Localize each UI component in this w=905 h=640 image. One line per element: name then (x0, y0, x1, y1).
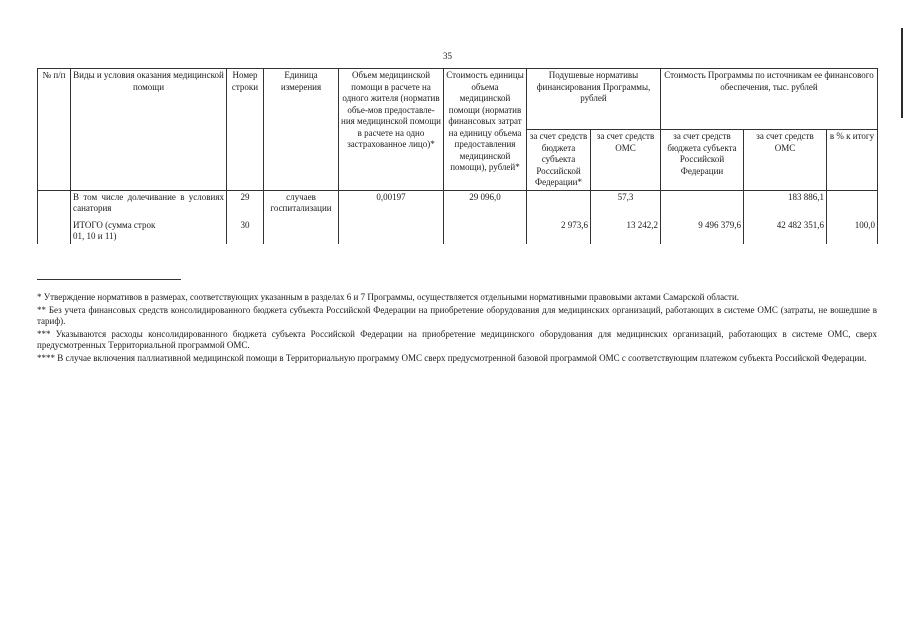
cell-pc-oms: 57,3 (591, 190, 661, 216)
footnote-divider (37, 279, 181, 280)
cell-pct: 100,0 (827, 216, 878, 244)
cell-volume: 0,00197 (339, 190, 444, 216)
header-num: № п/п (38, 69, 71, 191)
cell-src-budget: 9 496 379,6 (661, 216, 744, 244)
footnote-1: * Утверждение нормативов в размерах, соответствующих указанным в разделах 6 и 7 Программы, осуществляется отдельными нормативными правовыми актами Самарской области. (37, 292, 740, 302)
cell-num (38, 190, 71, 216)
cell-row: 29 (227, 190, 264, 216)
page-number: 35 (443, 51, 452, 61)
header-src-oms: за счет средств ОМС (744, 130, 827, 191)
cell-num (38, 216, 71, 244)
cell-src-oms: 42 482 351,6 (744, 216, 827, 244)
header-src-pct: в % к итогу (827, 130, 878, 191)
cell-unit (264, 216, 339, 244)
header-src-budget: за счет средств бюджета субъекта Российской Федерации (661, 130, 744, 191)
header-pc-oms: за счет средств ОМС (591, 130, 661, 191)
header-row-number: Номер строки (227, 69, 264, 191)
header-cost: Стоимость единицы объема медицинской помощи (норматив финансовых затрат на единицу объема предоставления медицинской помощи), рублей* (444, 69, 527, 191)
cell-unit: случаев госпитализации (264, 190, 339, 216)
cell-src-oms: 183 886,1 (744, 190, 827, 216)
table-row (38, 190, 878, 216)
header-unit: Единица измерения (264, 69, 339, 191)
cell-pc-budget (527, 190, 591, 216)
footnote-2: ** Без учета финансовых средств консолидированного бюджета субъекта Российской Федерации на приобретение оборудования для медицинских организаций, работающих в системе ОМС (затраты, не вошедшие в тариф). (37, 304, 877, 326)
scan-edge-mark (901, 28, 903, 118)
header-volume: Объем медицинской помощи в расчете на одного жителя (норматив объе-мов предоставле-ния медицинской помощи в расчете на одно застрахованное лицо)* (339, 69, 444, 191)
table-row (38, 216, 878, 244)
footnote-4: **** В случае включения паллиативной медицинской помощи в Территориальную программу ОМС сверх предусмотренной базовой программой ОМС с соответствующим платежом субъекта Российской Федерации. (37, 352, 867, 363)
cell-src-budget (661, 190, 744, 216)
program-cost-table (37, 68, 878, 244)
cell-row: 30 (227, 216, 264, 244)
header-types: Виды и условия оказания медицинской помощи (71, 69, 227, 191)
footnote-3: *** Указываются расходы консолидированного бюджета субъекта Российской Федерации на приобретение медицинского оборудования для медицинских организаций, работающих в системе ОМС, сверх предусмотренных Территориальной программой ОМС. (37, 328, 877, 350)
header-pc-budget: за счет средств бюджета субъекта Российской Федерации* (527, 130, 591, 191)
cell-pct (827, 190, 878, 216)
footnotes (37, 292, 877, 365)
header-sources-group: Стоимость Программы по источникам ее финансового обеспечения, тыс. рублей (661, 69, 878, 130)
header-row-1 (38, 69, 878, 130)
cell-name: В том числе долечивание в условиях санатория (71, 190, 227, 216)
cell-name: ИТОГО (сумма строк 01, 10 и 11) (71, 216, 227, 244)
cell-volume (339, 216, 444, 244)
cell-pc-oms: 13 242,2 (591, 216, 661, 244)
header-per-capita-group: Подушевые нормативы финансирования Программы, рублей (527, 69, 661, 130)
cell-cost: 29 096,0 (444, 190, 527, 216)
cell-cost (444, 216, 527, 244)
cell-pc-budget: 2 973,6 (527, 216, 591, 244)
